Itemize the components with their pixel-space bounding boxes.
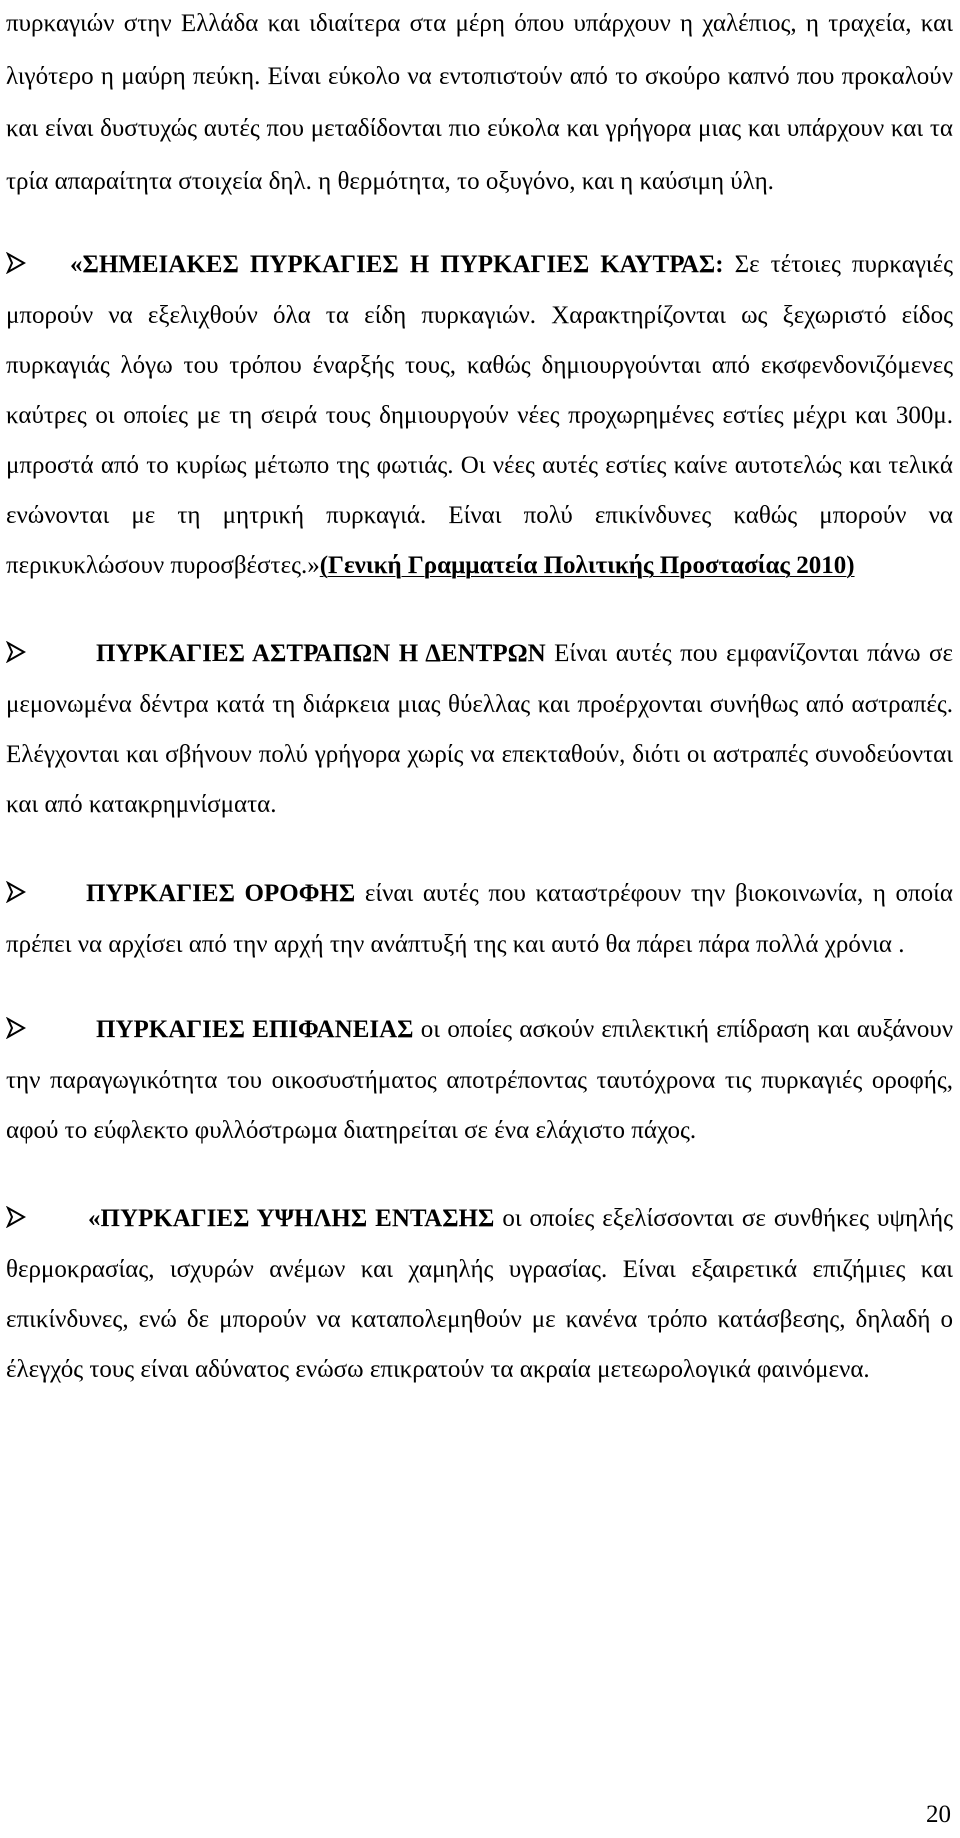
item-heading: ΠΥΡΚΑΓΙΕΣ ΑΣΤΡΑΠΩΝ Η ΔΕΝΤΡΩΝ: [96, 640, 546, 667]
arrowhead-bullet-icon: [6, 1005, 96, 1055]
item-heading: «ΣΗΜΕΙΑΚΕΣ ΠΥΡΚΑΓΙΕΣ Η ΠΥΡΚΑΓΙΕΣ ΚΑΥΤΡΑΣ:: [70, 251, 724, 278]
item-text: Είναι αυτές που εμφανίζονται πάνω σε μεμονωμένα δέντρα κατά τη διάρκεια μιας θύελλας και προέρχονται συνήθως από αστραπές. Ελέγχονται και σβήνουν πολύ γρήγορα χωρίς να επεκταθούν, διότι οι αστραπές συνοδεύονται και από κατακρημνίσματα.: [6, 640, 953, 818]
list-item-surface-fires: [6, 1005, 953, 1156]
item-text: Σε τέτοιες πυρκαγιές μπορούν να εξελιχθούν όλα τα είδη πυρκαγιών. Χαρακτηρίζονται ως ξεχωριστό είδος πυρκαγιάς λόγω του τρόπου έναρξής τους, καθώς δημιουργούνται από εκσφενδονιζόμενες καύτρες οι οποίες με τη σειρά τους δημιουργούν νέες προχωρημένες εστίες μέχρι και 300μ. μπροστά από το κυρίως μέτωπο της φωτιάς. Οι νέες αυτές εστίες καίνε αυτοτελώς και τελικά ενώνονται με τη μητρική πυρκαγιά. Είναι πολύ επικίνδυνες καθώς μπορούν να περικυκλώσουν πυροσβέστες.»: [6, 251, 953, 579]
page-number: 20: [926, 1801, 951, 1828]
list-item-high-intensity-fires: [6, 1194, 953, 1395]
arrowhead-bullet-icon: [6, 629, 96, 679]
item-heading: «ΠΥΡΚΑΓΙΕΣ ΥΨΗΛΗΣ ΕΝΤΑΣΗΣ: [88, 1205, 495, 1232]
list-item-point-fires: [6, 240, 953, 591]
arrowhead-bullet-icon: [6, 240, 70, 290]
item-citation: (Γενική Γραμματεία Πολιτικής Προστασίας 2010): [319, 552, 855, 579]
item-text: οι οποίες ασκούν επιλεκτική επίδραση και αυξάνουν την παραγωγικότητα του οικοσυστήματος αποτρέποντας ταυτόχρονα τις πυρκαγιές οροφής, αφού το εύφλεκτο φυλλόστρωμα διατηρείται σε ένα ελάχιστο πάχος.: [6, 1016, 953, 1144]
item-text: οι οποίες εξελίσσονται σε συνθήκες υψηλής θερμοκρασίας, ισχυρών ανέμων και χαμηλής υγρασίας. Είναι εξαιρετικά επιζήμιες και επικίνδυνες, ενώ δε μπορούν να καταπολεμηθούν με κανένα τρόπο κατάσβεσης, δηλαδή ο έλεγχός τους είναι αδύνατος ενώσω επικρατούν τα ακραία μετεωρολογικά φαινόμενα.: [6, 1205, 953, 1383]
item-text: είναι αυτές που καταστρέφουν την βιοκοινωνία, η οποία πρέπει να αρχίσει από την αρχή την ανάπτυξή της και αυτό θα πάρει πάρα πολλά χρόνια .: [6, 880, 953, 958]
item-heading: ΠΥΡΚΑΓΙΕΣ ΟΡΟΦΗΣ: [86, 880, 356, 907]
arrowhead-bullet-icon: [6, 1194, 88, 1244]
intro-paragraph: πυρκαγιών στην Ελλάδα και ιδιαίτερα στα μέρη όπου υπάρχουν η χαλέπιος, η τραχεία, και λιγότερο η μαύρη πεύκη. Είναι εύκολο να εντοπιστούν από το σκούρο καπνό που προκαλούν και είναι δυστυχώς αυτές που μεταδίδονται πιο εύκολα και γρήγορα μιας και υπάρχουν και τα τρία απαραίτητα στοιχεία δηλ. η θερμότητα, το οξυγόνο, και η καύσιμη ύλη.: [6, 10, 953, 195]
item-heading: ΠΥΡΚΑΓΙΕΣ ΕΠΙΦΑΝΕΙΑΣ: [96, 1016, 414, 1043]
arrowhead-bullet-icon: [6, 869, 86, 919]
list-item-lightning-fires: [6, 629, 953, 830]
list-item-crown-fires: [6, 869, 953, 970]
document-page: [6, 0, 953, 1395]
